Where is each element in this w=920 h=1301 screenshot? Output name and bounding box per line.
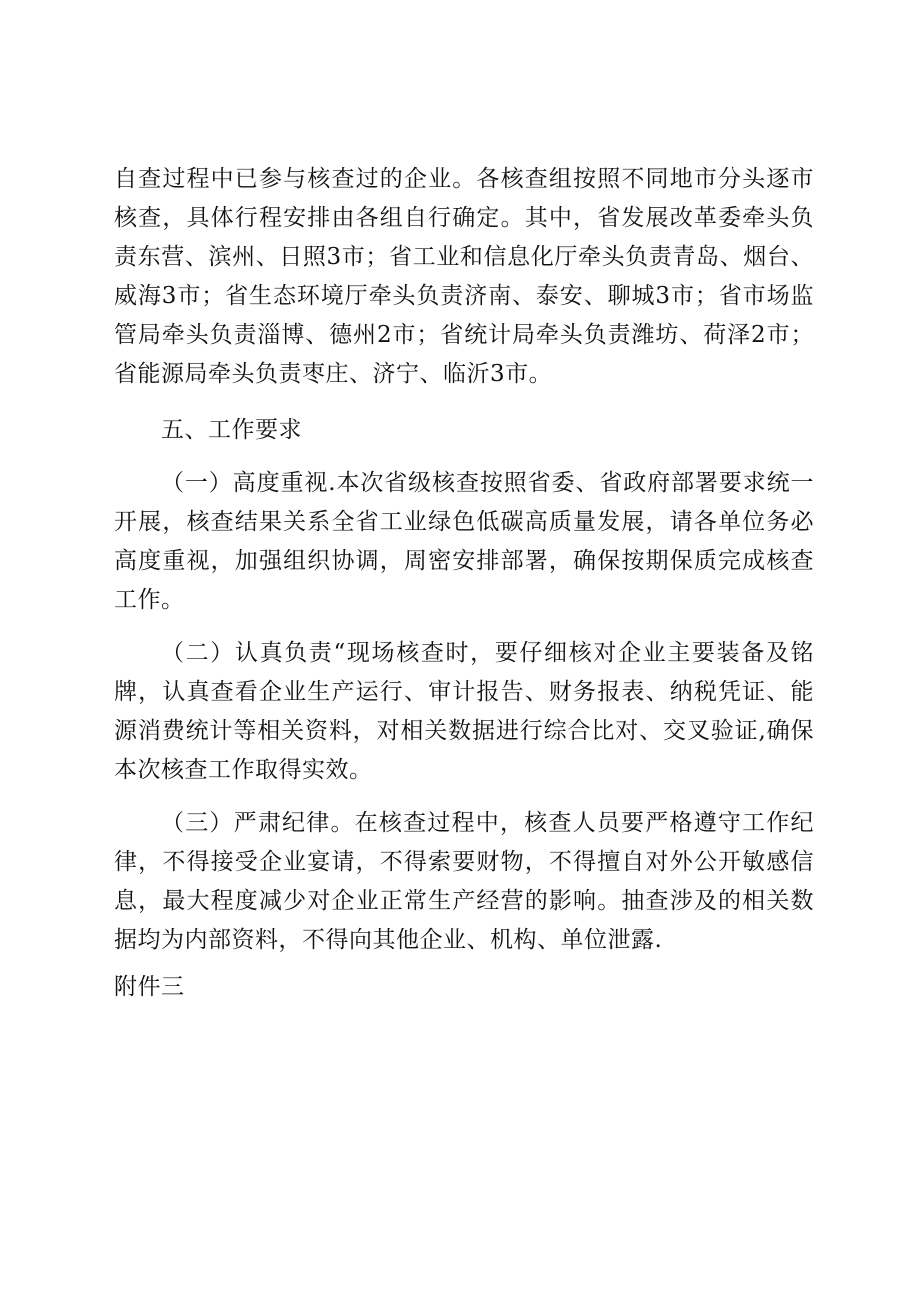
document-body (114, 160, 814, 1007)
section-heading: 五、工作要求 (161, 417, 302, 443)
requirement-item-2: （二）认真负责“现场核查时，要仔细核对企业主要装备及铭牌，认真查看企业生产运行、审计报告、财务报表、纳税凭证、能源消费统计等相关资料，对相关数据进行综合比对、交叉验证,确保本次核查工作取得实效。 (114, 640, 814, 783)
requirement-item-1: （一）高度重视.本次省级核查按照省委、省政府部署要求统一开展，核查结果关系全省工业绿色低碳高质量发展，请各单位务必高度重视，加强组织协调，周密安排部署，确保按期保质完成核查工作。 (114, 470, 814, 613)
attachment-label: 附件三 (114, 974, 185, 1000)
requirement-item-3: （三）严肃纪律。在核查过程中，核查人员要严格遵守工作纪律，不得接受企业宴请，不得索要财物，不得擅自对外公开敏感信息，最大程度减少对企业正常生产经营的影响。抽查涉及的相关数据均为内部资料，不得向其他企业、机构、单位泄露. (114, 810, 814, 953)
continued-paragraph: 自查过程中已参与核查过的企业。各核查组按照不同地市分头逐市核查，具体行程安排由各组自行确定。其中，省发展改革委牵头负责东营、滨州、日照3市；省工业和信息化厅牵头负责青岛、烟台、威海3市；省生态环境厅牵头负责济南、泰安、聊城3市；省市场监管局牵头负责淄博、德州2市；省统计局牵头负责潍坊、荷泽2市；省能源局牵头负责枣庄、济宁、临沂3市。 (114, 166, 814, 387)
